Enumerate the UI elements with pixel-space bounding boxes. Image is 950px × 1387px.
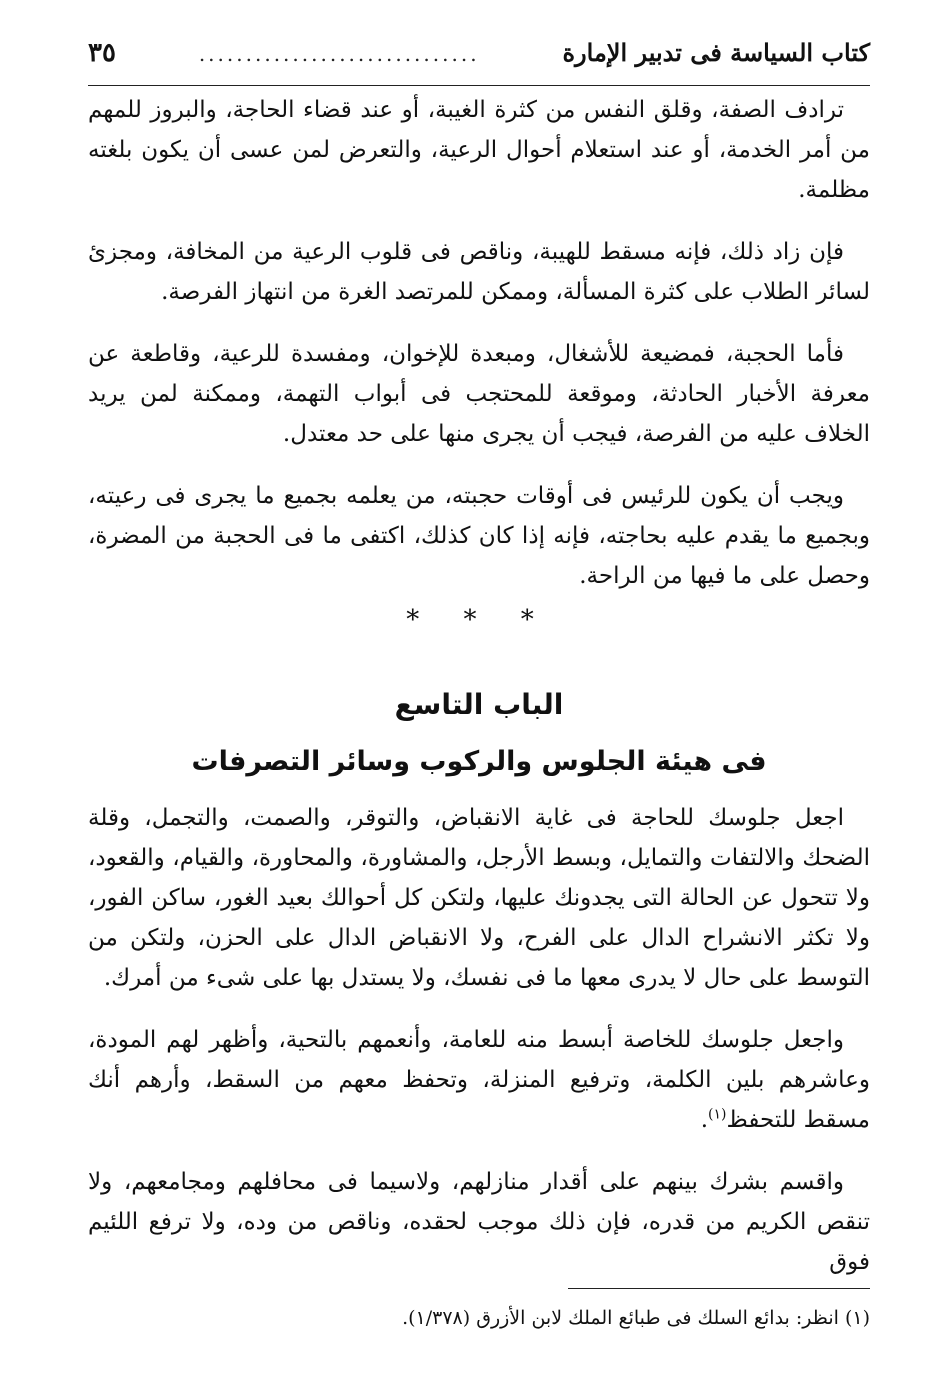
paragraph-3: فأما الحجبة، فمضيعة للأشغال، ومبعدة للإخوان، ومفسدة للرعية، وقاطعة عن معرفة الأخبار الحادثة، وموقعة للمحتجب فى أبواب التهمة، وممكنة لمن يريد الخلاف عليه من الفرصة، فيجب أن يجرى منها على حد معتدل. bbox=[88, 341, 870, 447]
paragraph-4: ويجب أن يكون للرئيس فى أوقات حجبته، من يعلمه بجميع ما يجرى فى رعيته، وبجميع ما يقدم عليه بحاجته، فإنه إذا كان كذلك، اكتفى ما فى الحجبة من المضرة، وحصل على ما فيها من الراحة. bbox=[88, 483, 870, 589]
leader-dots: .............................. bbox=[198, 42, 480, 66]
footnote: (١) انظر: بدائع السلك فى طبائع الملك لابن الأزرق (١/٣٧٨). bbox=[402, 1307, 870, 1329]
footnote-marker: (١) bbox=[708, 1106, 727, 1123]
chapter-subtitle: فى هيئة الجلوس والركوب وسائر التصرفات bbox=[191, 746, 767, 777]
document-page bbox=[88, 32, 870, 1362]
paragraph-2: فإن زاد ذلك، فإنه مسقط للهيبة، وناقص فى قلوب الرعية من المخافة، ومجزئ لسائر الطلاب على كثرة المسألة، وممكن للمرتصد الغرة من انتهاز الفرصة. bbox=[88, 239, 870, 305]
running-header bbox=[88, 32, 870, 86]
page-number: ٣٥ bbox=[88, 38, 116, 68]
section-separator: * * * bbox=[406, 605, 552, 635]
paragraph-5: اجعل جلوسك للحاجة فى غاية الانقباض، والتوقر، والصمت، والتجمل، وقلة الضحك والالتفات والتمايل، وبسط الأرجل، والمشاورة، والمحاورة، والقيام، والقعود، ولا تتحول عن الحالة التى يجدونك عليها، ولتكن كل أحوالك بعيد الغور، ساكن الفور، ولا تكثر الانشراح الدال على الفرح، ولا الانقباض الدال على الحزن، ولتكن من التوسط على حال لا يدرى معها ما فى نفسك، ولا يستدل بها على شىء من أمرك. bbox=[88, 805, 870, 991]
paragraph-6 bbox=[88, 1020, 870, 1140]
chapter-title: الباب التاسع bbox=[394, 688, 564, 721]
paragraph-1: ترادف الصفة، وقلق النفس من كثرة الغيبة، أو عند قضاء الحاجة، والبروز للمهم من أمر الخدمة، أو عند استعلام أحوال الرعية، والتعرض لمن عسى أن يكون بلغته مظلمة. bbox=[88, 97, 870, 203]
paragraph-7: واقسم بشرك بينهم على أقدار منازلهم، ولاسيما فى محافلهم ومجامعهم، ولا تنقص الكريم من قدره، فإن ذلك موجب لحقده، وناقص من وده، ولا ترفع اللئيم فوق bbox=[88, 1169, 870, 1275]
footnote-divider bbox=[568, 1288, 870, 1289]
paragraph-6-text: واجعل جلوسك للخاصة أبسط منه للعامة، وأنعمهم بالتحية، وأظهر لهم المودة، وعاشرهم بلين الكلمة، وترفيع المنزلة، وتحفظ معهم من السقط، وأرهم أنك مسقط للتحفظ bbox=[88, 1027, 870, 1133]
book-title: كتاب السياسة فى تدبير الإمارة bbox=[562, 38, 870, 67]
paragraph-6-end: . bbox=[700, 1107, 709, 1133]
